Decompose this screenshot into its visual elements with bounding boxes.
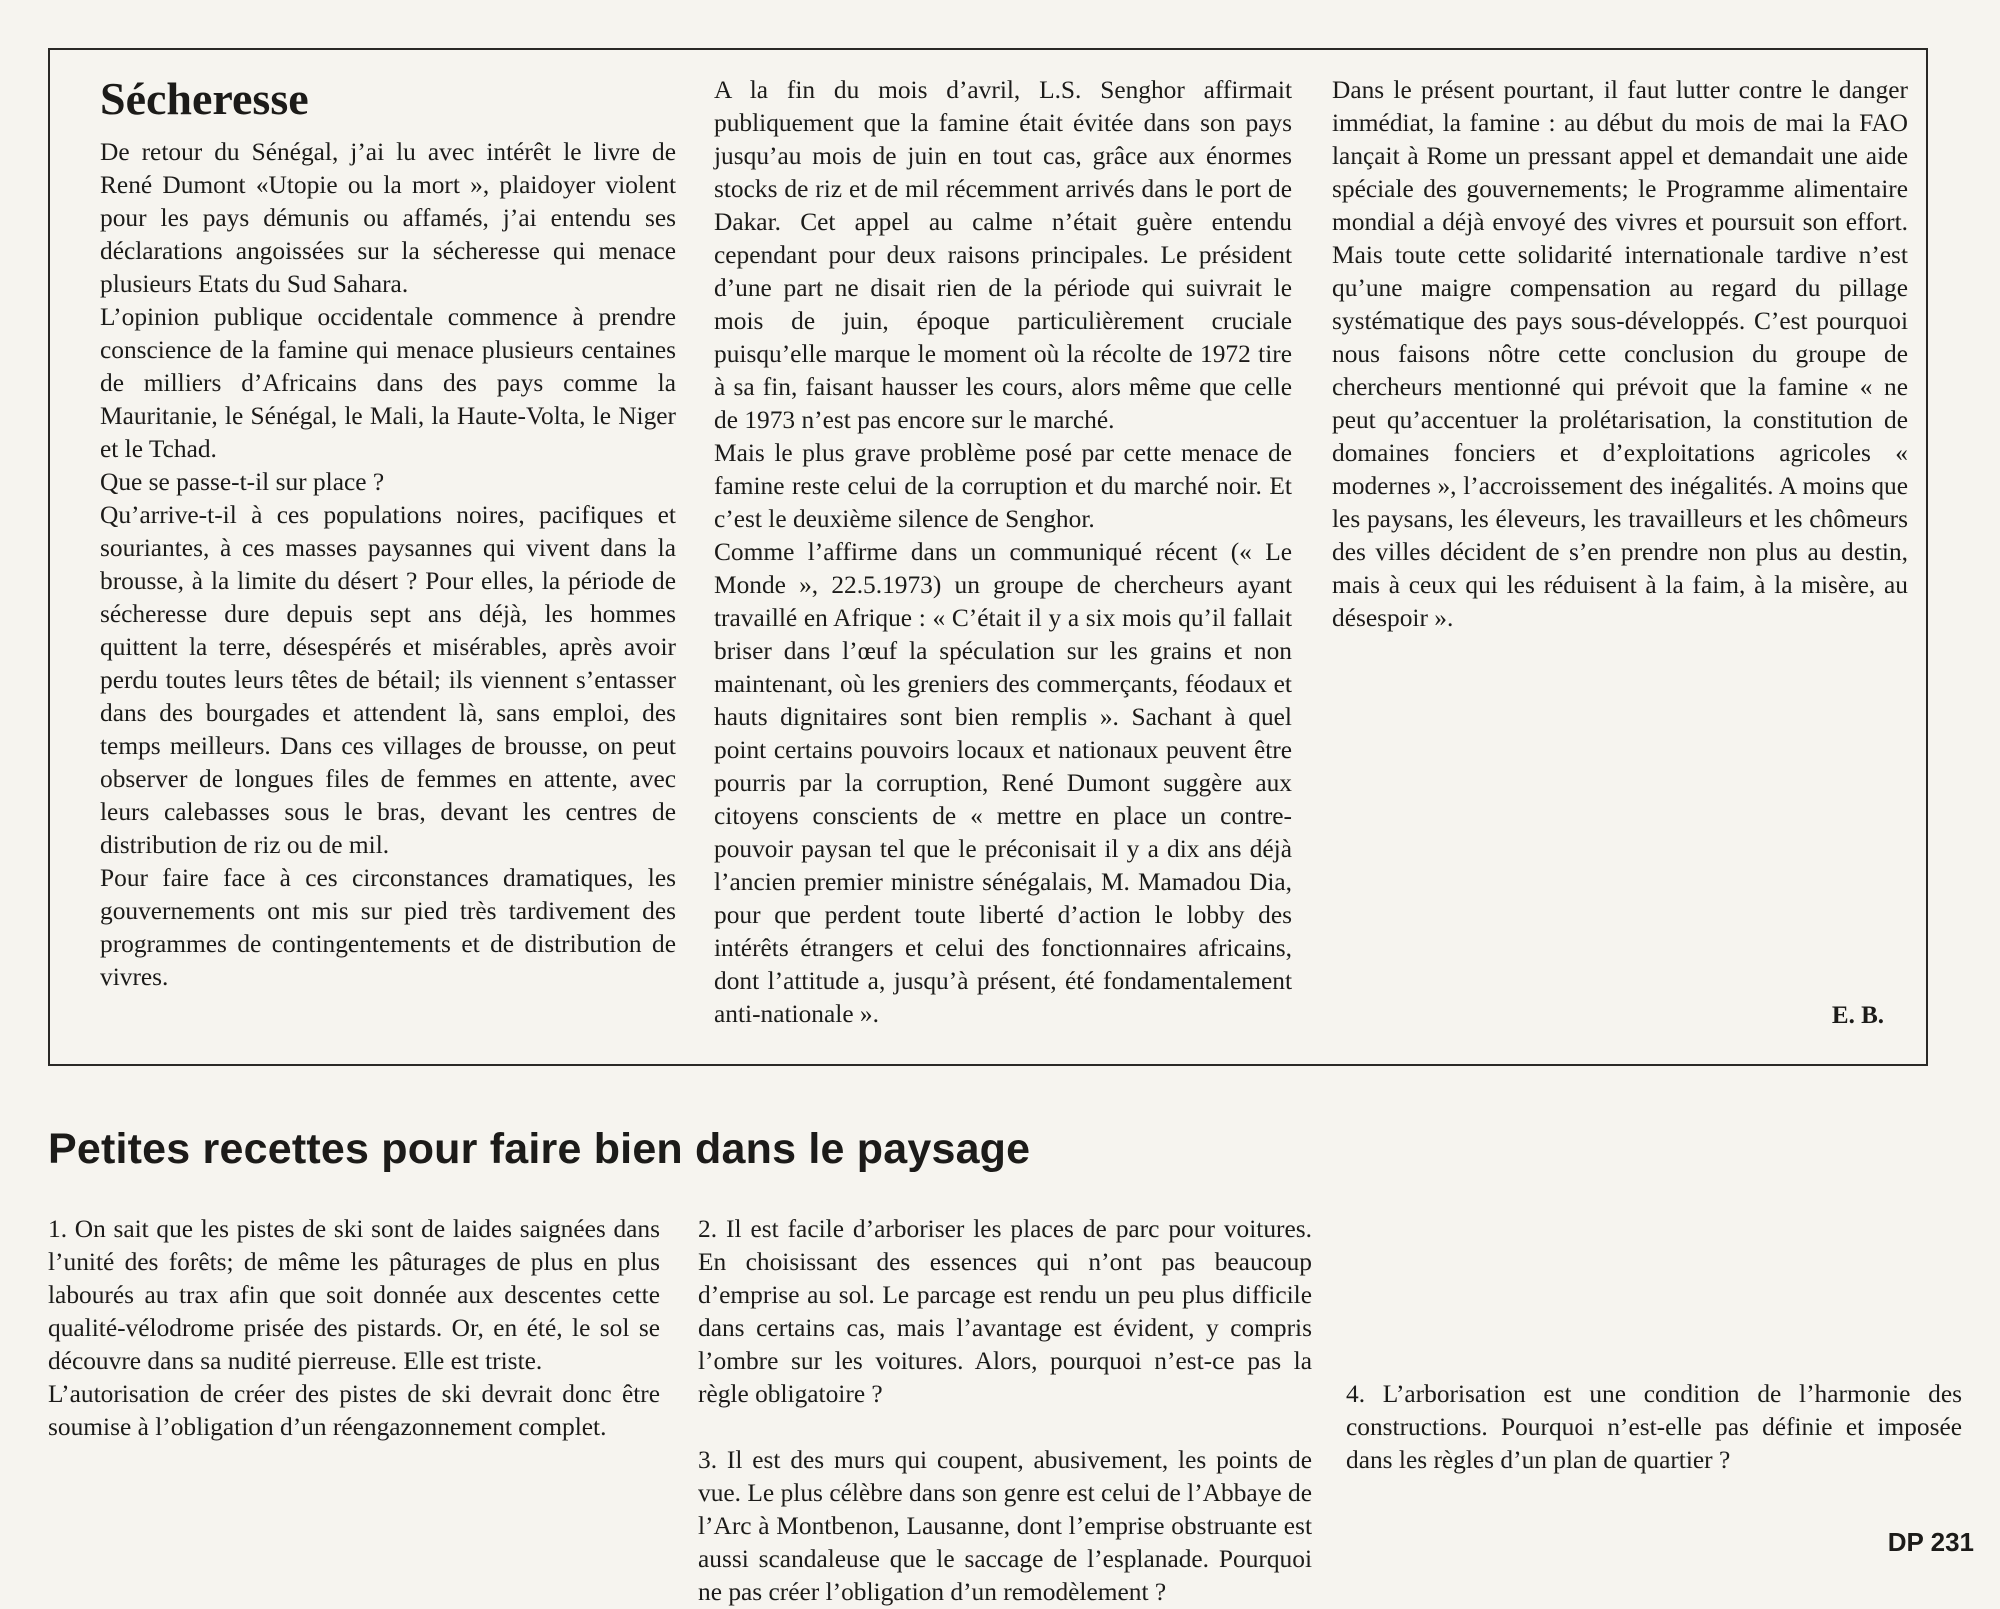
page-number: DP 231 bbox=[1887, 1527, 1974, 1557]
article-paragraph: L’opinion publique occidentale commence à prendre conscience de la famine qui menace plusieurs centaines de milliers d’Africains dans des pays comme la Mauritanie, le Sénégal, le Mali, la Haute-Volta, le Niger et le Tchad. bbox=[100, 303, 676, 463]
article-title: Sécheresse bbox=[100, 73, 309, 124]
article-column-3 bbox=[1332, 74, 1908, 635]
article-paragraph: Qu’arrive-t-il à ces populations noires, pacifiques et souriantes, à ces masses paysannes qui vivent dans la brousse, à la limite du désert ? Pour elles, la période de sécheresse dure depuis sept ans déjà, les hommes quittent la terre, désespérés et misérables, après avoir perdu toutes leurs têtes de bétail; ils viennent s’entasser dans des bourgades et attendent là, sans emploi, des temps meilleurs. Dans ces villages de brousse, on peut observer de longues files de femmes en attente, avec leurs calebasses sous le bras, devant les centres de distribution de riz ou de mil. bbox=[100, 501, 676, 859]
article-secheresse-box bbox=[48, 48, 1928, 1066]
article-title: Petites recettes pour faire bien dans le paysage bbox=[48, 1125, 1031, 1173]
article-paragraph: A la fin du mois d’avril, L.S. Senghor affirmait publiquement que la famine était évitée dans son pays jusqu’au mois de juin en tout cas, grâce aux énormes stocks de riz et de mil récemment arrivés dans le port de Dakar. Cet appel au calme n’était guère entendu cependant pour deux raisons principales. Le président d’une part ne disait rien de la période qui suivrait le mois de juin, époque particulièrement cruciale puisqu’elle marque le moment où la récolte de 1972 tire à sa fin, faisant hausser les cours, alors même que celle de 1973 n’est pas encore sur le marché. bbox=[714, 76, 1292, 434]
article-signature: E. B. bbox=[1831, 1002, 1884, 1029]
article-paragraph: 4. L’arborisation est une condition de l’harmonie des constructions. Pourquoi n’est-elle pas définie et imposée dans les règles d’un plan de quartier ? bbox=[1346, 1380, 1962, 1474]
article-paragraph: L’autorisation de créer des pistes de ski devrait donc être soumise à l’obligation d’un réengazonnement complet. bbox=[48, 1380, 660, 1441]
article-column-3 bbox=[1346, 1213, 1962, 1477]
article-paragraph: Que se passe-t-il sur place ? bbox=[100, 468, 385, 496]
article-paragraph: Pour faire face à ces circonstances dramatiques, les gouvernements ont mis sur pied très tardivement des programmes de contingentements et de distribution de vivres. bbox=[100, 864, 676, 991]
article-paragraph: Mais le plus grave problème posé par cette menace de famine reste celui de la corruption et du marché noir. Et c’est le deuxième silence de Senghor. bbox=[714, 439, 1292, 533]
article-paragraph: 3. Il est des murs qui coupent, abusivement, les points de vue. Le plus célèbre dans son genre est celui de l’Abbaye de l’Arc à Montbenon, Lausanne, dont l’emprise obstruante est aussi scandaleuse que le saccage de l’esplanade. Pourquoi ne pas créer l’obligation d’un remodèlement ? bbox=[698, 1446, 1312, 1606]
article-paragraph: Comme l’affirme dans un communiqué récent (« Le Monde », 22.5.1973) un groupe de chercheurs ayant travaillé en Afrique : « C’était il y a six mois qu’il fallait briser dans l’œuf la spéculation sur les grains et non maintenant, où les greniers des commerçants, féodaux et hauts dignitaires sont bien remplis ». Sachant à quel point certains pouvoirs locaux et nationaux peuvent être pourris par la corruption, René Dumont suggère aux citoyens conscients de « mettre en place un contre-pouvoir paysan tel que le préconisait il y a dix ans déjà l’ancien premier ministre sénégalais, M. Mamadou Dia, pour que perdent toute liberté d’action le lobby des intérêts étrangers et celui des fonctionnaires africains, dont l’attitude a, jusqu’à présent, été fondamentalement anti-nationale ». bbox=[714, 538, 1292, 1028]
article-paragraph: 1. On sait que les pistes de ski sont de laides saignées dans l’unité des forêts; de même les pâturages de plus en plus labourés au trax afin que soit donnée aux descentes cette qualité-vélodrome prisée des pistards. Or, en été, le sol se découvre dans sa nudité pierreuse. Elle est triste. bbox=[48, 1215, 660, 1375]
article-paragraph: De retour du Sénégal, j’ai lu avec intérêt le livre de René Dumont «Utopie ou la mort », plaidoyer violent pour les pays démunis ou affamés, j’ai entendu ses déclarations angoissées sur la sécheresse qui menace plusieurs Etats du Sud Sahara. bbox=[100, 138, 676, 298]
article-column-1 bbox=[48, 1213, 660, 1444]
article-paragraph: 2. Il est facile d’arboriser les places de parc pour voitures. En choisissant des essences qui n’ont pas beaucoup d’emprise au sol. Le parcage est rendu un peu plus difficile dans certains cas, mais l’avantage est évident, y compris l’ombre sur les voitures. Alors, pourquoi n’est-ce pas la règle obligatoire ? bbox=[698, 1215, 1312, 1408]
article-paragraph: Dans le présent pourtant, il faut lutter contre le danger immédiat, la famine : au début du mois de mai la FAO lançait à Rome un pressant appel et demandait une aide spéciale des gouvernements; le Programme alimentaire mondial a déjà envoyé des vivres et poursuit son effort. Mais toute cette solidarité internationale tardive n’est qu’une maigre compensation au regard du pillage systématique des pays sous-développés. C’est pourquoi nous faisons nôtre cette conclusion du groupe de chercheurs mentionné qui prévoit que la famine « ne peut qu’accentuer la prolétarisation, la constitution de domaines fonciers et d’exploitations agricoles « modernes », l’accroissement des inégalités. A moins que les paysans, les éleveurs, les travailleurs et les chômeurs des villes décident de s’en prendre non plus au destin, mais à ceux qui les réduisent à la faim, à la misère, au désespoir ». bbox=[1332, 76, 1908, 632]
article-column-2 bbox=[714, 74, 1292, 1031]
article-column-2 bbox=[698, 1213, 1312, 1609]
article-column-1 bbox=[100, 72, 676, 994]
